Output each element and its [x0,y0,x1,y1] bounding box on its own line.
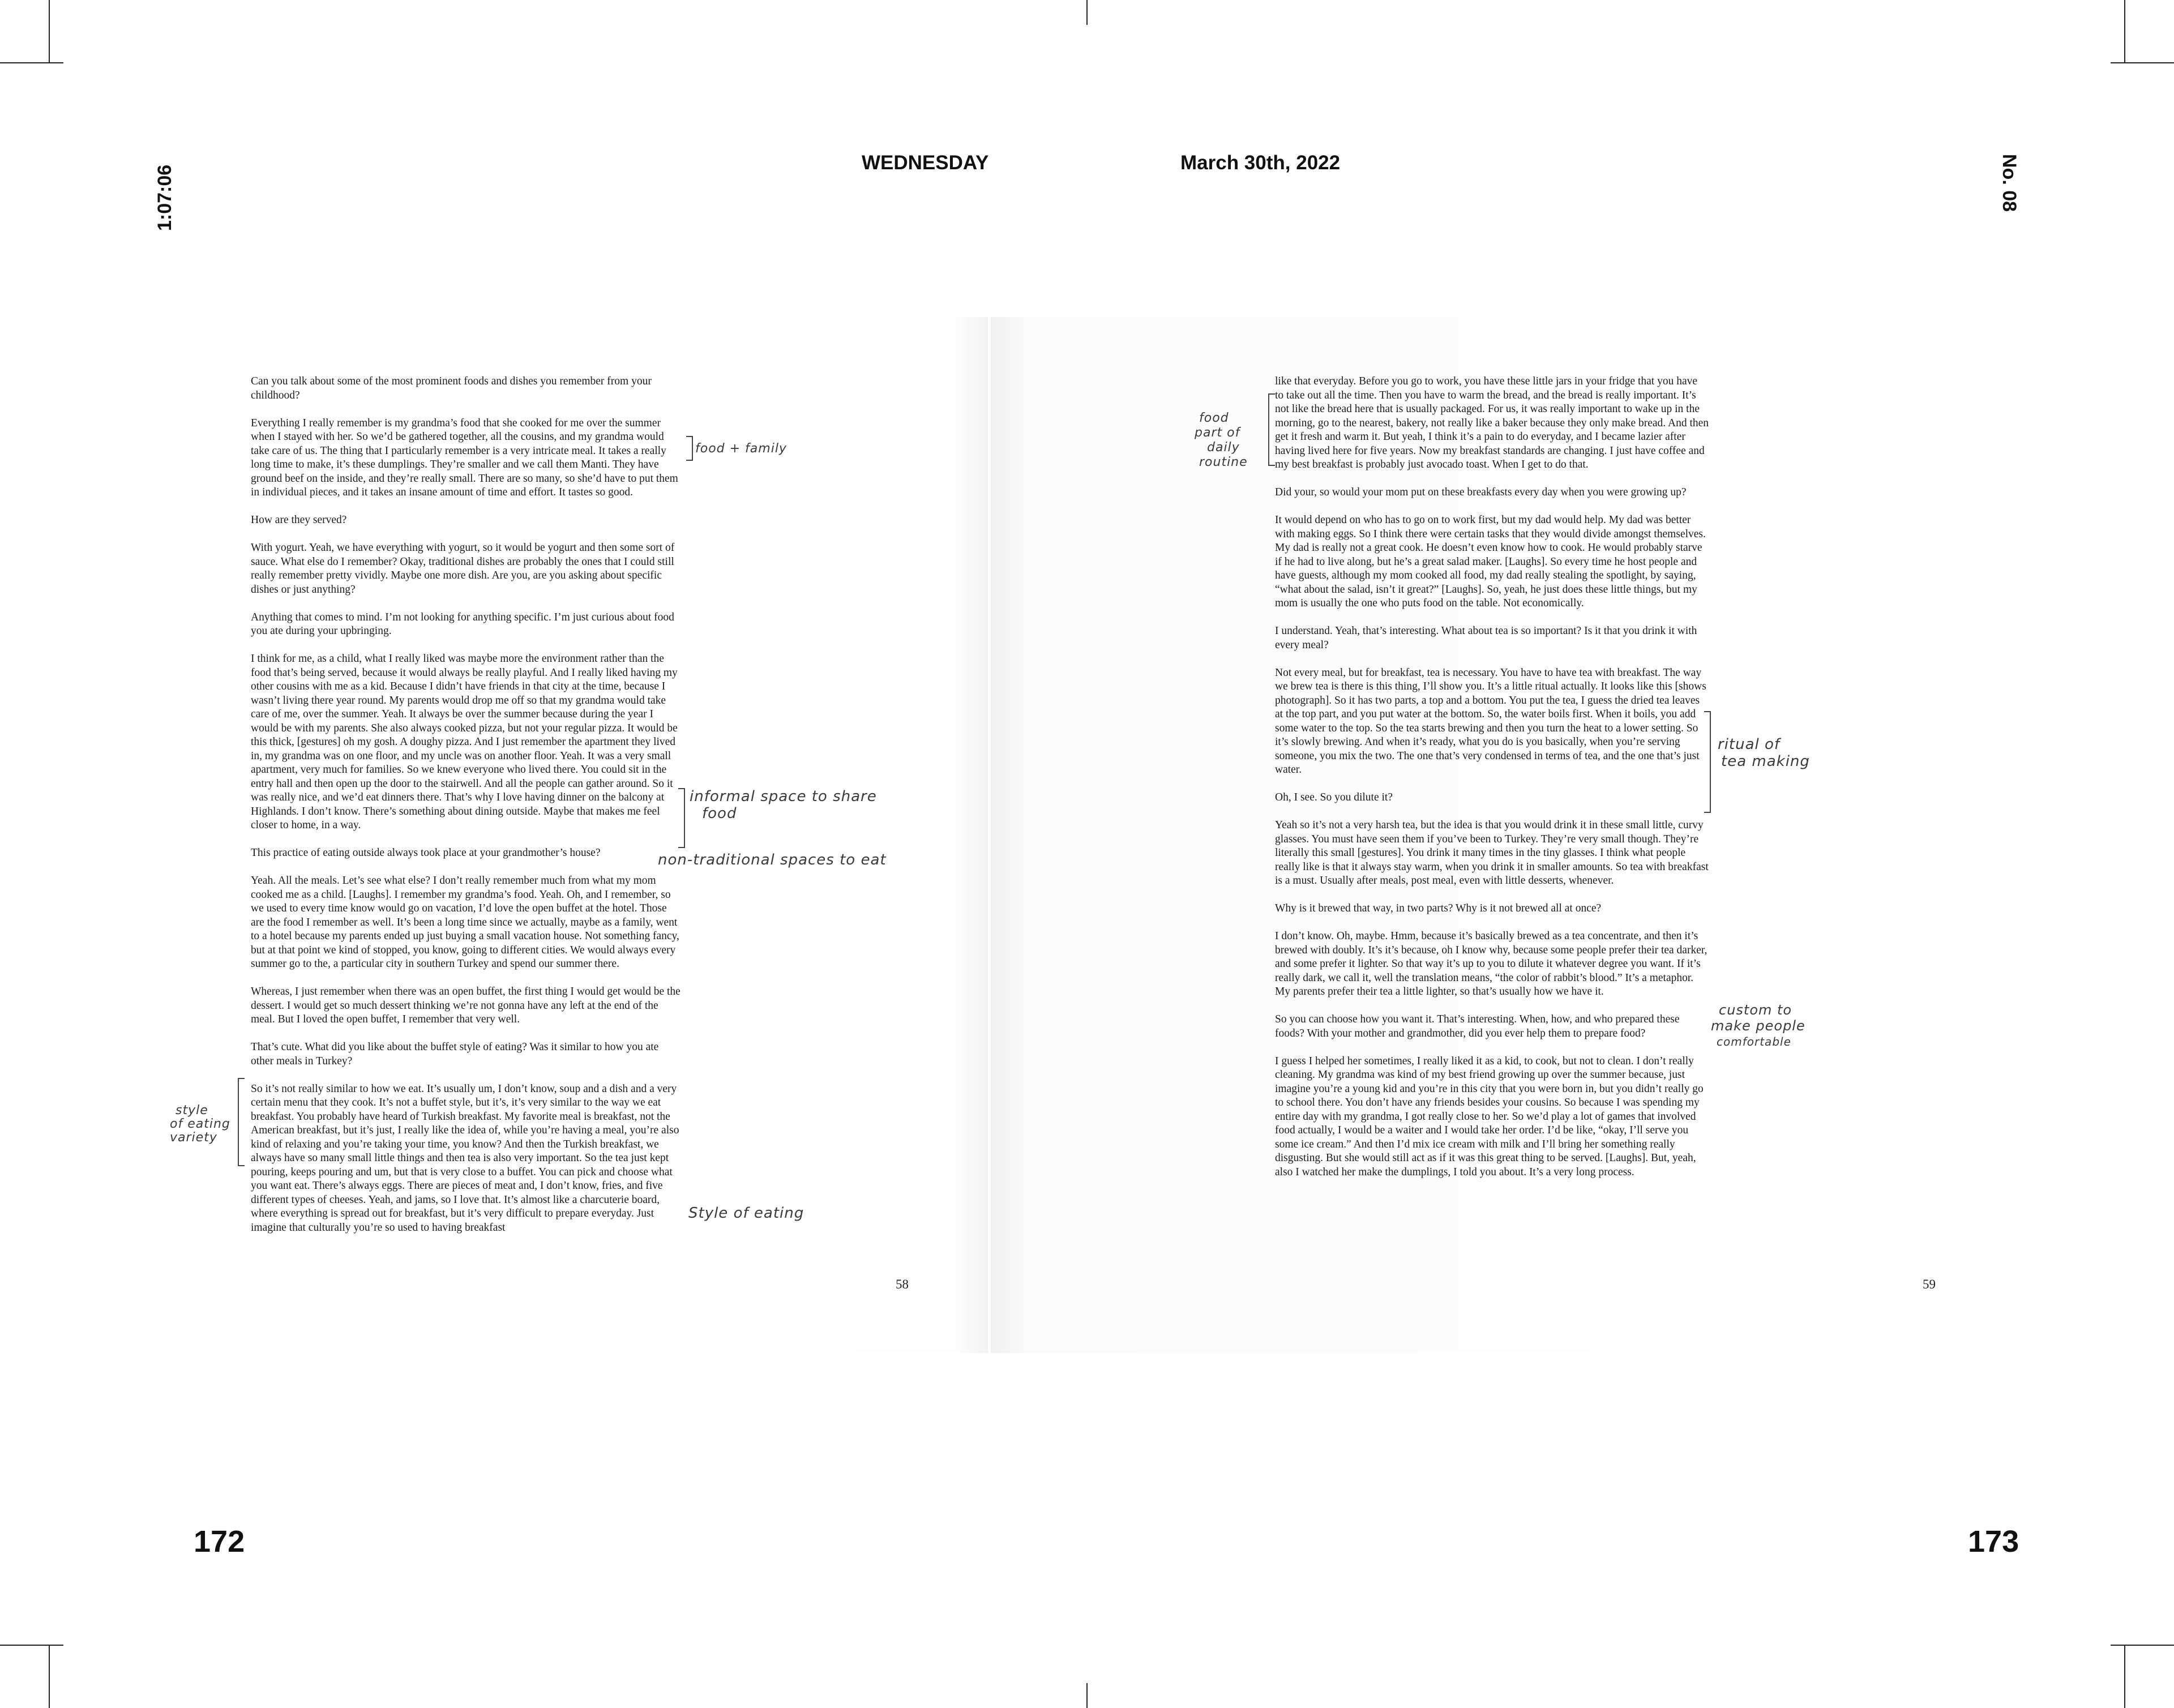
crop-mark [2111,62,2174,63]
answer: Whereas, I just remember when there was an open buffet, the first thing I would get would be the dessert. I would get so much dessert thinking we’re not gonna have any left at the end of the meal. But I loved the open buffet, I remember that very well. [251,986,681,1025]
crop-mark [2124,1645,2125,1708]
annotation-food-routine [1195,411,1248,470]
answer: It would depend on who has to go on to work first, but my dad would help. My dad was better with making eggs. So I think there were certain tasks that they would divide amongst themselves. My dad is really not a great cook. He doesn’t even know how to cook. He would probably starve if he had to live along, but he’s a great salad maker. [Laughs]. So every time he host people and have guests, although my mom cooked all food, my dad really stealing the spotlight, by saying, “what about the salad, isn’t it great?” [Laughs]. So, yeah, he just does these little things, but my mom is usually the one who puts food on the table. Not economically. [1275,514,1706,609]
annotation-bracket [686,436,693,461]
date-label: March 30th, 2022 [1180,152,1341,174]
question: That’s cute. What did you like about the buffet style of eating? Was it similar to how you ate other meals in Turkey? [251,1041,659,1067]
annotation-informal-space [690,788,877,822]
annotation-line: food [1199,411,1229,425]
annotation-style-of-eating: Style of eating [688,1205,804,1222]
right-page-number: 173 [1968,1525,2019,1559]
crop-mark [2124,0,2125,63]
annotation-non-traditional: non-traditional spaces to eat [658,851,887,868]
answer: Everything I really remember is my grandma’s food that she cooked for me over the summer when I stayed with her. So we’d be gathered together, all the cousins, and my grandma would take care of us. The thing that I particularly remember is a very intricate meal. It takes a really long time to make, it’s these dumplings. They’re smaller and we call them Manti. They have ground beef on the inside, and they’re really small. There are so many, so she’d have to put them in individual pieces, and it takes an insane amount of time and effort. It tastes so good. [251,417,678,498]
left-scan-page-number: 58 [896,1277,909,1291]
question: Oh, I see. So you dilute it? [1275,791,1393,803]
crop-mark [49,0,50,63]
annotation-line: routine [1199,455,1248,469]
answer: like that everyday. Before you go to work, you have these little jars in your fridge that you have to take out all the time. Then you have to warm the bread, and the bread is really important. It’s not like the bread here that is usually packaged. For us, it was really important to wake up in the morning, go to the nearest, bakery, not really like a baker because they only make bread. And then get it fresh and warm it. But yeah, I think it’s a pain to do everyday, and I became lazier after having lived here for five years. Now my breakfast standards are changing. I just have coffee and my best breakfast is probably just avocado toast. When I get to do that. [1275,375,1709,470]
annotation-line: of eating [170,1117,230,1131]
left-page-number: 172 [194,1525,245,1559]
annotation-custom [1711,1002,1805,1050]
annotation-bracket [1704,711,1711,813]
annotation-ritual [1718,736,1810,770]
question: This practice of eating outside always took place at your grandmother’s house? [251,847,601,859]
answer: Not every meal, but for breakfast, tea is necessary. You have to have tea with breakfast. The way we brew tea is there is this thing, I’ll show you. It’s a little ritual actually. It looks like this [shows photograph]. So it has two parts, a top and a bottom. You put the tea, I guess the dried tea leaves at the top part, and you put water at the bottom. So, the water boils first. When it boils, you add some water to the top. So the tea starts brewing and then you turn the heat to a lower setting. So it’s slowly brewing. And when it’s ready, what you do is you basically, when you’re serving someone, you mix the two. The one that’s very condensed in terms of tea, and the one that’s just water. [1275,666,1706,776]
annotation-line: part of [1195,426,1240,440]
annotation-line: ritual of [1718,736,1781,753]
annotation-style-variety [170,1104,230,1145]
annotation-bracket [678,788,685,848]
annotation-line: daily [1207,440,1240,455]
annotation-line: custom to [1719,1002,1792,1018]
annotation-line: tea making [1721,753,1810,770]
annotation-line: food [702,805,737,822]
annotation-line: make people [1711,1018,1805,1034]
annotation-food-family: food + family [695,442,787,456]
crop-mark [0,62,63,63]
answer: So it’s not really similar to how we eat. It’s usually um, I don’t know, soup and a dish and a very certain menu that they cook. It’s not a buffet style, but it’s, it’s very similar to the way we eat breakfast. You probably have heard of Turkish breakfast. My favorite meal is breakfast, not the American breakfast, but it’s just, I really like the idea of, while you’re having a meal, you’re also kind of relaxing and you’re taking your time, you know? And then the Turkish breakfast, we always have so many small little things and then tea is also very important. So the tea just kept pouring, keeps pouring and um, but that is very close to a buffet. You can pick and choose what you want eat. There’s always eggs. There are pieces of meat and, I don’t know, fries, and five different types of cheeses. Yeah, and jams, so I love that. It’s almost like a charcuterie board, where everything is spread out for breakfast, but it’s very difficult to prepare everyday. Just imagine that culturally you’re so used to having breakfast [251,1082,679,1234]
answer: Yeah. All the meals. Let’s see what else? I don’t really remember much from what my mom cooked me as a child. [Laughs]. I remember my grandma’s food. Yeah. Oh, and I remember, so we used to every time know would go on vacation, I’d love the open buffet at the hotel. Those are the food I remember as well. It’s been a long time since we actually, maybe as a family, went to a hotel because my parents ended up just buying a small vacation house. Not something fancy, but at that point we kind of stopped, you know, going to different cities. We would always every summer go to the, a particular city in southern Turkey and spend our summer there. [251,875,679,970]
annotation-line: comfortable [1717,1035,1791,1048]
crop-mark [1086,1683,1088,1708]
annotation-line: variety [170,1131,217,1145]
annotation-bracket [1268,393,1275,466]
time-label: 1:07:06 [154,164,176,231]
annotation-line: style [176,1103,208,1118]
answer: I guess I helped her sometimes, I really liked it as a kid, to cook, but not to clean. I don’t really cleaning. My grandma was kind of my best friend growing up over the summer because, just imagine you’re a young kid and you’re in this city that you were born in, but you didn’t really go to school there. You don’t have any friends besides your cousins. So because I was spending my entire day with my grandma, I got really close to her. So we’d play a lot of games that involved food actually, I would be a waiter and I would take her order. I’d be like, “okay, I’ll serve you some ice cream.” And then I’d mix ice cream with milk and I’ll bring her something really disgusting. But she would still act as if it was this great thing to be served. [Laughs]. But, yeah, also I watched her make the dumplings, I told you about. It’s a very long process. [1275,1055,1704,1178]
question: I understand. Yeah, that’s interesting. What about tea is so important? Is it that you drink it with every meal? [1275,625,1697,651]
question: Anything that comes to mind. I’m not looking for anything specific. I’m just curious about food you ate during your upbringing. [251,611,674,637]
question: Why is it brewed that way, in two parts? Why is it not brewed all at once? [1275,902,1602,914]
issue-label: No. 08 [1998,154,2020,212]
answer: With yogurt. Yeah, we have everything with yogurt, so it would be yogurt and then some sort of sauce. What else do I remember? Okay, traditional dishes are probably the ones that I could still really remember pretty vividly. Maybe one more dish. Are you, are you asking about specific dishes or just anything? [251,542,675,596]
question: How are they served? [251,514,347,526]
answer: Yeah so it’s not a very harsh tea, but the idea is that you would drink it in these small little, curvy glasses. You must have seen them if you’ve been to Turkey. They’re very small though. They’re literally this small [gestures]. You drink it many times in the tiny glasses. I think what people really like is that it always stay warm, when you drink it in smaller amounts. So tea with breakfast is a must. Usually after meals, post meal, even with little desserts, whenever. [1275,819,1709,887]
day-label: WEDNESDAY [862,152,989,174]
crop-mark [2111,1645,2174,1646]
crop-mark [0,1645,63,1646]
annotation-line: informal space to share [690,788,877,805]
answer: I think for me, as a child, what I really liked was maybe more the environment rather than the food that’s being served, because it would always be really playful. And I really liked having my other cousins with me as a kid. Because I didn’t have friends in that city at the time, because I wasn’t living there year round. My parents would drop me off so that my grandma would take care of me, over the summer. Yeah. It always be over the summer because during the year I would be with my parents. She also always cooked pizza, but not your regular pizza. It would be this thick, [gestures] oh my gosh. A doughy pizza. And I just remember the apartment they lived in, my grandma was on one floor, and my uncle was on another floor. Yeah. It was a very small apartment, very much for families. So we knew everyone who lived there. You could sit in the entry hall and then open up the door to the stairwell. And all the people can gather around. So it was really nice, and we’d eat dinners there. That’s why I love having dinner on the balcony at Highlands. I don’t know. There’s something about dining outside. Maybe that makes me feel closer to home, in a way. [251,653,678,831]
crop-mark [1086,0,1088,25]
right-scan-page-number: 59 [1923,1277,1936,1291]
question: So you can choose how you want it. That’s interesting. When, how, and who prepared these foods? With your mother and grandmother, did you ever help them to prepare food? [1275,1013,1680,1039]
right-transcript-column [1275,375,1709,1193]
question: Can you talk about some of the most prominent foods and dishes you remember from your childhood? [251,375,652,401]
left-transcript-column [251,375,682,1249]
answer: I don’t know. Oh, maybe. Hmm, because it’s basically brewed as a tea concentrate, and then it’s brewed with doubly. It’s it’s because, oh I know why, because some people prefer their tea darker, and some prefer it lighter. So that way it’s up to you to dilute it whatever degree you want. If it’s really dark, we call it, well the translation means, “the color of rabbit’s blood.” It’s a metaphor. My parents prefer their tea a little lighter, so that’s usually how we have it. [1275,930,1707,998]
annotation-bracket [238,1078,245,1166]
crop-mark [49,1645,50,1708]
question: Did your, so would your mom put on these breakfasts every day when you were growing up? [1275,486,1687,498]
